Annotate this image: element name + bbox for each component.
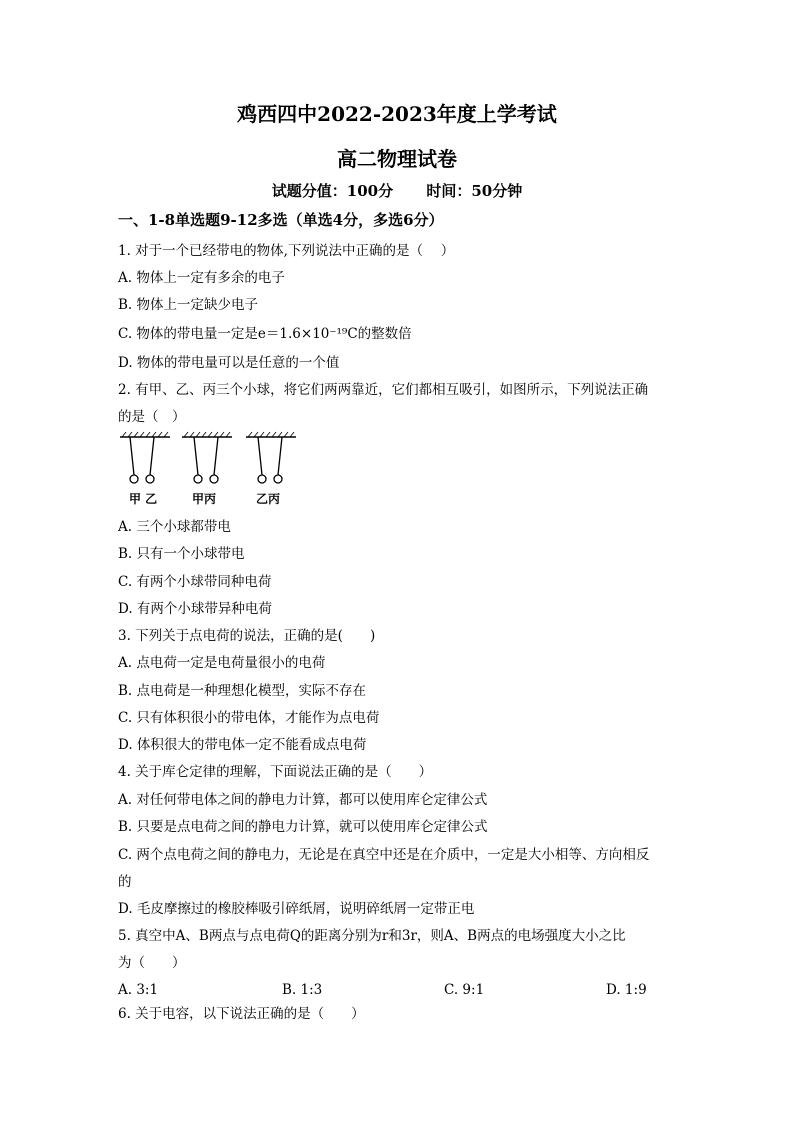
question-4-option-d: D. 毛皮摩擦过的橡胶棒吸引碎纸屑，说明碎纸屑一定带正电: [118, 901, 475, 917]
question-3-option-a: A. 点电荷一定是电荷量很小的电荷: [118, 655, 326, 671]
figure-label-3: 乙丙: [256, 492, 281, 506]
question-2-stem-line-2: 的是（ ）: [118, 409, 186, 425]
question-1-option-c: C. 物体的带电量一定是e＝1.6×10⁻¹⁹C的整数倍: [118, 326, 412, 342]
question-5-option-a: A. 3:1: [118, 982, 159, 998]
question-2-option-d: D. 有两个小球带异种电荷: [118, 601, 272, 617]
question-5-stem-line-2: 为（ ）: [118, 955, 186, 971]
question-5-stem-line-1: 5. 真空中A、B两点与点电荷Q的距离分别为r和3r，则A、B两点的电场强度大小之比: [118, 928, 626, 944]
question-6-stem: 6. 关于电容，以下说法正确的是（ ）: [118, 1006, 365, 1022]
question-3-option-d: D. 体积很大的带电体一定不能看成点电荷: [118, 737, 367, 753]
question-1-option-d: D. 物体的带电量可以是任意的一个值: [118, 355, 340, 371]
question-1-option-b: B. 物体上一定缺少电子: [118, 297, 259, 313]
pendulum-pair-1: [120, 432, 170, 483]
question-5-option-c: C. 9:1: [444, 982, 485, 998]
question-5-option-b: B. 1:3: [282, 982, 323, 998]
figure-label-2: 甲丙: [192, 492, 217, 506]
question-5-option-d: D. 1:9: [606, 982, 647, 998]
pendulum-pair-2: [182, 432, 232, 483]
question-2-option-a: A. 三个小球都带电: [118, 519, 231, 535]
question-5-options: [118, 981, 678, 999]
question-4-option-c-line-1: C. 两个点电荷之间的静电力，无论是在真空中还是在介质中，一定是大小相等、方向相反: [118, 847, 650, 863]
question-1-stem: 1. 对于一个已经带电的物体,下列说法中正确的是（ ）: [118, 243, 455, 259]
question-3-option-c: C. 只有体积很小的带电体，才能作为点电荷: [118, 710, 380, 726]
exam-title: 鸡西四中2022-2023年度上学考试: [237, 102, 557, 126]
question-4-stem: 4. 关于库仑定律的理解，下面说法正确的是（ ）: [118, 764, 433, 780]
exam-info: [0, 180, 794, 201]
section-title: 一、1-8单选题9-12多选（单选4分，多选6分）: [118, 211, 444, 229]
question-2-option-b: B. 只有一个小球带电: [118, 546, 245, 562]
figure-label-1: 甲 乙: [129, 492, 158, 506]
question-4-option-b: B. 只要是点电荷之间的静电力计算，就可以使用库仑定律公式: [118, 819, 488, 835]
pendulum-pair-3: [246, 432, 296, 483]
question-3-option-b: B. 点电荷是一种理想化模型，实际不存在: [118, 683, 367, 699]
question-2-option-c: C. 有两个小球带同种电荷: [118, 574, 272, 590]
question-4-option-a: A. 对任何带电体之间的静电力计算，都可以使用库仑定律公式: [118, 792, 488, 808]
score-info: 试题分值：100分: [271, 182, 394, 200]
hanging-balls-figure: [118, 430, 308, 512]
question-1-option-a: A. 物体上一定有多余的电子: [118, 270, 285, 286]
time-info: 时间：50分钟: [426, 182, 523, 200]
question-3-stem: 3. 下列关于点电荷的说法，正确的是( ): [118, 628, 376, 644]
exam-subtitle: 高二物理试卷: [337, 147, 457, 171]
question-4-option-c-line-2: 的: [118, 874, 132, 890]
question-2-stem-line-1: 2. 有甲、乙、丙三个小球，将它们两两靠近，它们都相互吸引，如图所示，下列说法正确: [118, 382, 649, 398]
